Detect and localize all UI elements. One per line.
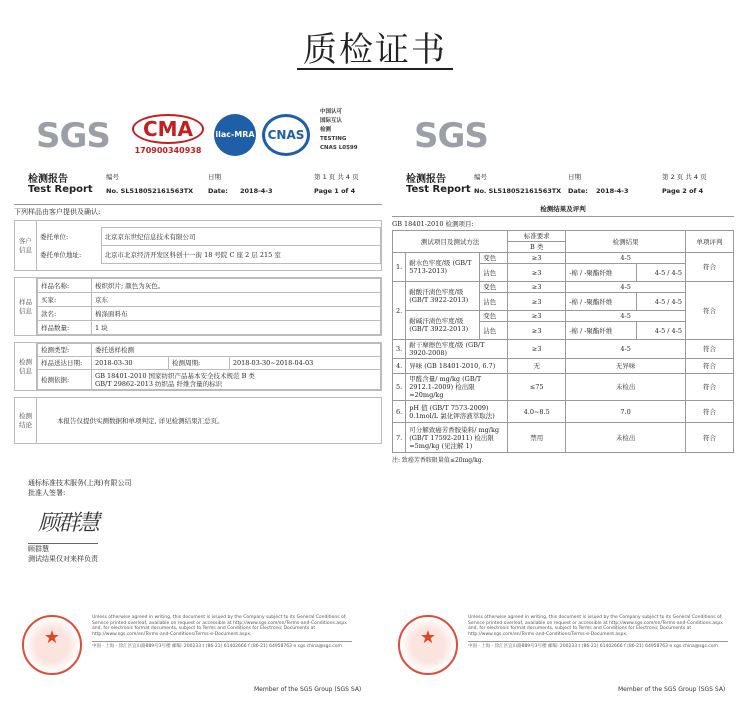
conclusion-text: 本报告仅提供实测数据和单项判定, 详见检测结果汇总页。 — [37, 398, 382, 444]
footer-address: 中国 · 上海 · 徐汇区宜山路889号3号楼 邮编: 200233 t (86-21) 61402666 f (86-21) 64958763 e sgs.china@sgs.com — [468, 641, 728, 650]
report-title-cn: 检测报告 — [28, 174, 68, 185]
sgs-logo-icon: SGS — [36, 116, 110, 156]
cma-logo-icon: CMA 170900340938 — [132, 114, 204, 158]
client-table: 客户信息 委托单位: 北京京东世纪信息技术有限公司 委托单位地址: 北京市北京经济开发区科创十一街 18 号院 C 座 2 层 215 室 — [14, 220, 382, 271]
seal-stamp-icon: ★ — [22, 615, 82, 675]
test-section-label: 检测信息 — [15, 343, 37, 391]
report-header: 检测报告 Test Report 编号 No. SL518052161563TX 日期 Date: 2018-4-3 第 1 页 共 4 页 Page 1 of 4 — [14, 168, 382, 198]
page-number: Page 1 of 4 — [314, 187, 356, 195]
conclusion-table — [14, 397, 382, 444]
signature-icon: 顾群慧 — [38, 511, 99, 536]
conclusion-section-label: 检测结论 — [15, 398, 37, 444]
report-title-en: Test Report — [28, 184, 93, 195]
results-table: 测试项目及测试方法 标准要求 检测结果 单项评判 B 类 1. 耐水色牢度/级 (GB/T 5713-2013) 变色 ≥3 4-5 符合 沾色 ≥3 -棉 / -聚酯纤维 4-5 / 4-5 2. 耐酸汗渍色牢度/级 (GB/T 3922-2013) 变色 ≥3 4-5 符合 沾色 ≥3 -棉 / -聚酯纤维 4-5 / 4-5 耐碱汗渍色牢度/级 (GB/T 3922-2013) 变色 ≥3 4-5 沾色 ≥3 -棉 / -聚酯纤维 4-5 / 4-5 3. 耐干摩擦色牢度/级 (GB/T 3920-2008) ≥3 4-5 符合 4. 异味 (GB 18401-2010, 6.7) 无 无异味 符合 5. 甲醛含量/ mg/kg (GB/T 2912.1-2009) 检出限=20mg/kg ≤75 未检出 符合 6. pH 值 (GB/T 7573-2009) 0.1mol/L 氯化钾溶液萃取法) 4.0~8.5 7.0 符合 7. 可分解致癌芳香胺染料/ mg/kg (GB/T 17592-2011) 检出限=5mg/kg (见注解 1) 禁用 未检出 符合 — [392, 230, 734, 453]
page-title: 质检证书 — [303, 30, 447, 70]
footer-2 — [398, 615, 738, 681]
sample-section-label: 样品信息 — [15, 278, 37, 336]
approver-name: 顾群慧 — [28, 543, 98, 554]
client-section-label: 客户信息 — [15, 221, 37, 271]
sgs-logo-icon: SGS — [414, 116, 488, 156]
signature-block — [28, 478, 131, 564]
logo-bar — [14, 96, 382, 168]
approver-note: 测试结果仅对来样负责 — [28, 555, 98, 563]
report-page-1 — [14, 96, 382, 466]
footer-legal-text: Unless otherwise agreed in writing, this document is issued by the Company subject to its General Conditions of Service printed overleaf, available on request or accessible at http://www.sgs.com/en/Terms-and-Conditions.aspx and, for electronic format documents, subject to Terms and Conditions for Electronic Documents at http://www.sgs.com/en/Terms-and-Conditions/Terms-e-Document.aspx. — [92, 615, 347, 637]
member-text-2: Member of the SGS Group (SGS SA) — [618, 686, 726, 693]
title-underline — [297, 68, 453, 70]
footer-1 — [22, 615, 367, 681]
report-date: 2018-4-3 — [240, 187, 273, 195]
ilac-mra-logo-icon: ilac-MRA — [214, 114, 256, 156]
seal-stamp-icon: ★ — [398, 615, 458, 675]
cnas-logo-icon: CNAS — [262, 114, 310, 156]
member-text-1: Member of the SGS Group (SGS SA) — [254, 686, 362, 693]
test-info-table: 检测信息 检测类型: 委托送样检测 样品送达日期: 2018-03-30 检测周期: 2018-03-30~2018-04-03 检测依据: GB 18401-2010 国家纺织产品基本安全技术规范 B 类 GB/T 29862-2013 纺织品 纤维含量的标识 — [14, 342, 382, 391]
logo-bar-2 — [392, 96, 734, 168]
approver-label: 批准人签署: — [28, 489, 66, 497]
results-title: 检测结果及评判 — [540, 205, 586, 213]
footer-legal-text: Unless otherwise agreed in writing, this document is issued by the Company subject to its General Conditions of Service printed overleaf, available on request or accessible at http://www.sgs.com/en/Terms-and-Conditions.aspx and, for electronic format documents, subject to Terms and Conditions for Electronic Documents at http://www.sgs.com/en/Terms-and-Conditions/Terms-e-Document.aspx. — [468, 615, 723, 637]
report-number: No. SL518052161563TX — [106, 187, 194, 195]
issuing-company: 通标标准技术服务(上海)有限公司 — [28, 479, 132, 487]
sample-table: 样品信息 样品名称: 梭织织片; 颜色为灰色。 买家: 京东 款名: 棉涤面料布 样品数量: 1 块 — [14, 277, 382, 336]
footer-address: 中国 · 上海 · 徐汇区宜山路889号3号楼 邮编: 200233 t (86-21) 61402666 f (86-21) 64958763 e sgs.china@sgs.com — [92, 641, 352, 650]
standard-title: GB 18401-2010 检测项目: — [392, 216, 734, 228]
accreditation-text: 中国认可 国际互认 检测 TESTING CNAS L0599 — [320, 109, 358, 151]
report-header-2: 检测报告 Test Report 编号 No. SL518052161563TX 日期 Date: 2018-4-3 第 2 页 共 4 页 Page 2 of 4 — [406, 173, 707, 195]
report-page-2 — [392, 96, 734, 466]
intro-text: 下列样品由客户提供及确认: — [14, 204, 382, 217]
table-note: 注: 致癌芳香胺限量值≤20mg/kg. — [392, 457, 484, 464]
